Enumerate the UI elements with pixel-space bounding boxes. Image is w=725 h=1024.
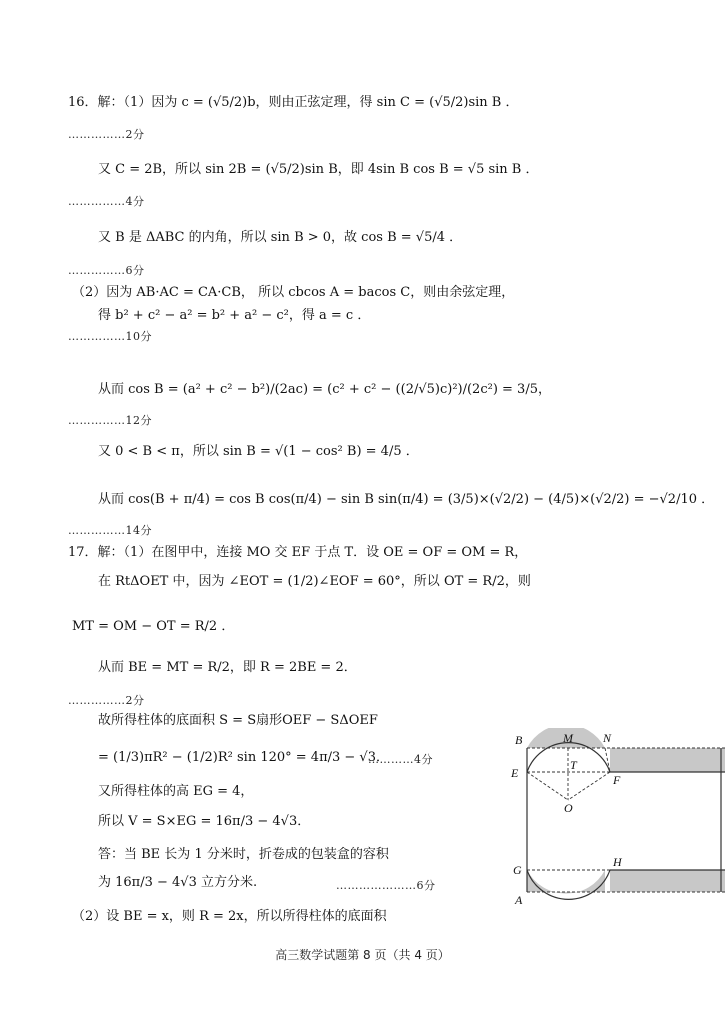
score-marker: ……………14分 bbox=[68, 524, 152, 537]
label-o: O bbox=[564, 801, 573, 815]
line-17-part1: 17．解：（1）在图甲中，连接 MO 交 EF 于点 T．设 OE = OF = OM = R， bbox=[68, 545, 528, 560]
line-17-answer: 答：当 BE 长为 1 分米时，折卷成的包装盒的容积 bbox=[98, 847, 389, 862]
label-a: A bbox=[515, 893, 523, 907]
score-marker: ……………6分 bbox=[68, 264, 145, 277]
line-17-part2: （2）设 BE = x，则 R = 2x，所以所得柱体的底面积 bbox=[72, 909, 387, 924]
score-marker: ……………10分 bbox=[68, 330, 152, 343]
line-16-a-eq-c: 得 b² + c² − a² = b² + a² − c²，得 a = c ． bbox=[98, 308, 371, 323]
bottom-shaded-strip bbox=[610, 870, 725, 892]
label-e: E bbox=[511, 766, 519, 780]
line-17-MT: MT = OM − OT = R/2 ． bbox=[72, 619, 235, 634]
label-b: B bbox=[515, 733, 523, 747]
bottom-shaded-region bbox=[527, 870, 605, 894]
score-marker: ……………2分 bbox=[68, 694, 145, 707]
line-17-BE: 从而 BE = MT = R/2，即 R = 2BE = 2． bbox=[98, 660, 357, 675]
line-17-area-def: 故所得柱体的底面积 S = S扇形OEF − SΔOEF bbox=[98, 713, 378, 728]
label-n: N bbox=[603, 731, 612, 745]
segment-oe bbox=[527, 772, 568, 800]
label-g: G bbox=[513, 863, 522, 877]
label-h: H bbox=[613, 855, 622, 869]
line-17-area-value: = (1/3)πR² − (1/2)R² sin 120° = 4π/3 − √3． bbox=[98, 750, 389, 765]
line-17-volume: 所以 V = S×EG = 16π/3 − 4√3． bbox=[98, 814, 311, 829]
score-marker: …………4分 bbox=[368, 753, 433, 766]
score-marker: …………………6分 bbox=[336, 879, 436, 892]
segment-of bbox=[568, 772, 610, 800]
line-16-part1: 16．解：（1）因为 c = (√5/2)b，则由正弦定理，得 sin C = (√5/2)sin B ． bbox=[68, 95, 519, 110]
label-m: M bbox=[563, 731, 573, 745]
line-16-cosB-35: 从而 cos B = (a² + c² − b²)/(2ac) = (c² + c² − ((2/√5)c)²)/(2c²) = 3/5， bbox=[98, 382, 551, 397]
page-footer: 高三数学试题第 8 页（共 4 页） bbox=[275, 948, 450, 962]
line-17-answer-value: 为 16π/3 − 4√3 立方分米. bbox=[98, 875, 258, 890]
line-16-part2: （2）因为 AB·AC = CA·CB， 所以 cbcos A = bacos C，则由余弦定理， bbox=[72, 285, 515, 300]
line-17-rt-triangle: 在 RtΔOET 中，因为 ∠EOT = (1/2)∠EOF = 60°，所以 OT = R/2，则 bbox=[98, 574, 531, 589]
label-f: F bbox=[613, 773, 621, 787]
segment-mn bbox=[605, 748, 610, 772]
score-marker: ……………2分 bbox=[68, 128, 145, 141]
label-t: T bbox=[570, 758, 577, 772]
score-marker: ……………4分 bbox=[68, 195, 145, 208]
line-16-c2b: 又 C = 2B，所以 sin 2B = (√5/2)sin B，即 4sin B cos B = √5 sin B ． bbox=[98, 162, 539, 177]
line-17-height: 又所得柱体的高 EG = 4， bbox=[98, 784, 254, 799]
score-marker: ……………12分 bbox=[68, 414, 152, 427]
line-16-cos-sum: 从而 cos(B + π/4) = cos B cos(π/4) − sin B sin(π/4) = (3/5)×(√2/2) − (4/5)×(√2/2) = −√2/10 ． bbox=[98, 492, 715, 507]
top-shaded-strip bbox=[610, 748, 725, 772]
line-16-sinB: 又 0 < B < π，所以 sin B = √(1 − cos² B) = 4/5 ． bbox=[98, 444, 419, 459]
line-16-cosB: 又 B 是 ΔABC 的内角，所以 sin B > 0，故 cos B = √5/4 ． bbox=[98, 230, 463, 245]
packaging-figure bbox=[505, 728, 725, 908]
